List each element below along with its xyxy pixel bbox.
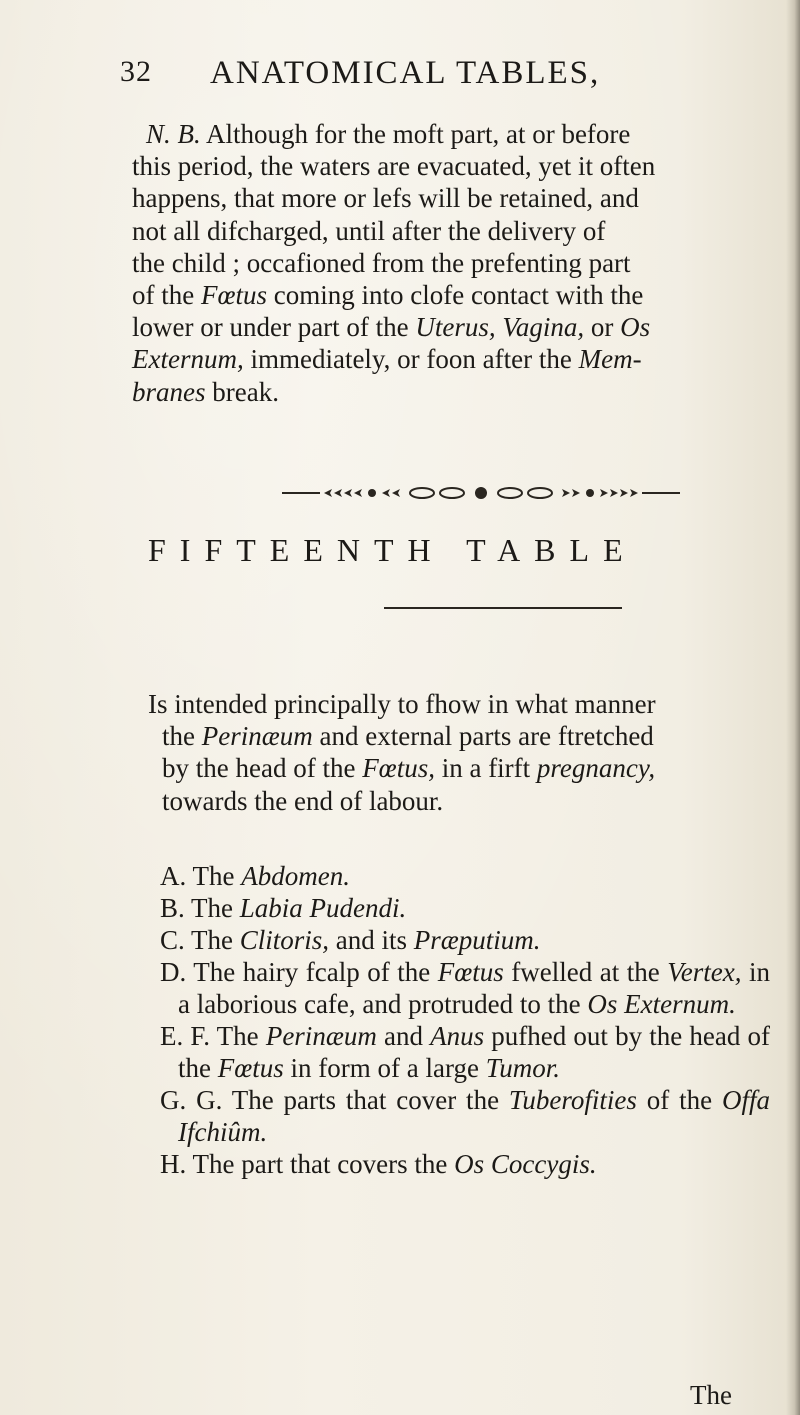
italic-text-run: Clitoris, bbox=[239, 925, 330, 955]
intro-paragraph bbox=[148, 688, 762, 817]
intro-line bbox=[148, 720, 762, 752]
italic-text-run: Præputium. bbox=[413, 925, 541, 955]
intro-line bbox=[148, 785, 762, 817]
intro-lines bbox=[148, 688, 762, 817]
text-run: lower or under part of the bbox=[132, 312, 416, 343]
italic-text-run: Uterus, Vagina, bbox=[415, 312, 585, 343]
italic-text-run: Abdomen. bbox=[241, 861, 350, 891]
text-run: H. The part that covers the bbox=[160, 1149, 455, 1179]
note-line bbox=[132, 247, 762, 279]
text-run: Although for the moft part, at or before bbox=[200, 119, 631, 149]
text-run: Is intended principally to fhow in what manner bbox=[148, 689, 656, 719]
italic-text-run: Perinæum bbox=[201, 721, 313, 752]
italic-text-run: Fœtus bbox=[437, 957, 504, 987]
italic-text-run: Tuberofities bbox=[508, 1085, 637, 1115]
legend-item bbox=[160, 860, 770, 892]
text-run: coming into clofe contact with the bbox=[267, 280, 644, 311]
text-run: the child ; occafioned from the prefenting part bbox=[132, 247, 631, 278]
legend-item bbox=[160, 956, 770, 1020]
note-line bbox=[132, 311, 762, 343]
text-run: and external parts are ftretched bbox=[312, 721, 654, 752]
text-run: break. bbox=[205, 376, 279, 407]
text-run: B. The bbox=[160, 893, 240, 923]
italic-text-run: branes bbox=[132, 376, 206, 407]
legend-item bbox=[160, 1020, 770, 1084]
italic-text-run: Mem- bbox=[578, 344, 642, 375]
italic-text-run: Os Externum. bbox=[587, 989, 736, 1019]
note-line bbox=[132, 215, 762, 247]
text-run: immediately, or foon after the bbox=[243, 344, 579, 375]
text-run: and its bbox=[329, 925, 414, 955]
intro-line bbox=[148, 688, 762, 720]
legend-item bbox=[160, 892, 770, 924]
italic-text-run: Perinæum bbox=[265, 1021, 377, 1051]
note-lines bbox=[132, 118, 762, 408]
note-line bbox=[132, 150, 762, 182]
italic-text-run: pregnancy, bbox=[536, 753, 656, 784]
note-line bbox=[132, 343, 762, 375]
text-run: pufhed out by the head of the bbox=[178, 1021, 771, 1083]
text-run: G. G. The parts that cover the bbox=[160, 1085, 509, 1115]
text-run: of the bbox=[132, 280, 201, 311]
page-number: 32 bbox=[120, 55, 152, 88]
italic-text-run: Offa Ifchiûm. bbox=[178, 1085, 770, 1147]
running-head: ANATOMICAL TABLES, bbox=[210, 55, 601, 91]
text-run: happens, that more or lefs will be retained, and bbox=[132, 183, 639, 214]
italic-text-run: Fœtus bbox=[200, 280, 267, 311]
italic-text-run: Os Coccygis. bbox=[454, 1149, 597, 1179]
note-line bbox=[132, 279, 762, 311]
nota-bene: N. B. bbox=[146, 119, 201, 149]
intro-line bbox=[148, 752, 762, 784]
text-run: by the head of the bbox=[162, 753, 363, 784]
italic-text-run: Anus bbox=[430, 1021, 485, 1051]
text-run: in form of a large bbox=[283, 1053, 486, 1083]
legend-items bbox=[160, 860, 770, 1180]
ornament-divider bbox=[282, 486, 680, 500]
text-run: in a laborious cafe, and protruded to the bbox=[178, 957, 771, 1019]
legend-item bbox=[160, 1148, 770, 1180]
italic-text-run: Fœtus bbox=[217, 1053, 284, 1083]
legend-item bbox=[160, 924, 770, 956]
italic-text-run: Fœtus, bbox=[362, 753, 435, 784]
page-header bbox=[120, 55, 760, 95]
note-line bbox=[132, 376, 762, 408]
page-edge-shadow bbox=[786, 0, 800, 1415]
text-run: D. The hairy fcalp of the bbox=[160, 957, 438, 987]
text-run: C. The bbox=[160, 925, 240, 955]
italic-text-run: Tumor. bbox=[485, 1053, 560, 1083]
table-title: FIFTEENTH TABLE bbox=[148, 532, 637, 568]
italic-text-run: Labia Pudendi. bbox=[239, 893, 407, 923]
text-run: of the bbox=[636, 1085, 722, 1115]
italic-text-run: Os bbox=[620, 312, 651, 343]
text-run: not all difcharged, until after the delivery of bbox=[132, 215, 606, 246]
figure-legend bbox=[160, 860, 770, 1180]
legend-item bbox=[160, 1084, 770, 1148]
text-run: towards the end of labour. bbox=[162, 785, 444, 816]
text-run: A. The bbox=[160, 861, 242, 891]
text-run: or bbox=[584, 312, 621, 343]
note-line bbox=[132, 182, 762, 214]
text-run: the bbox=[162, 721, 202, 752]
title-rule bbox=[384, 607, 622, 609]
text-run: fwelled at the bbox=[503, 957, 668, 987]
text-run: and bbox=[376, 1021, 431, 1051]
note-line bbox=[132, 118, 762, 150]
catchword: The bbox=[690, 1380, 732, 1410]
italic-text-run: Vertex, bbox=[667, 957, 742, 987]
note-paragraph bbox=[132, 118, 762, 408]
text-run: in a firft bbox=[434, 753, 537, 784]
italic-text-run: Externum, bbox=[132, 344, 244, 375]
text-run: this period, the waters are evacuated, yet it often bbox=[132, 151, 656, 182]
text-run: E. F. The bbox=[160, 1021, 266, 1051]
